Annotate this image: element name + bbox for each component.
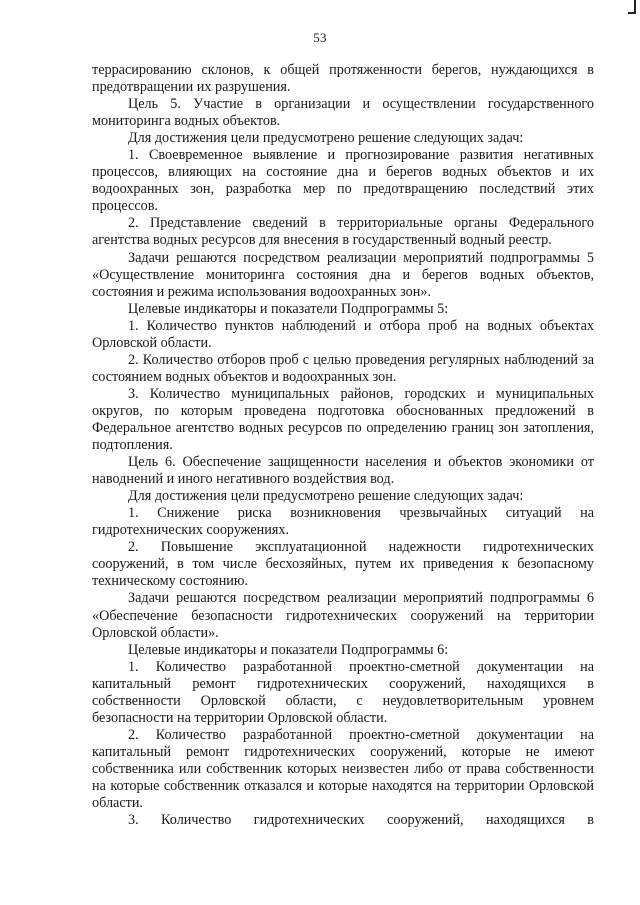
- paragraph: Целевые индикаторы и показатели Подпрограммы 5:: [128, 300, 449, 317]
- paragraph: 1. Своевременное выявление и прогнозирование развития негативных процессов, влияющих на состояние дна и берегов водных объектов и их водоохранных зон, разработка мер по предотвращению последствий этих процессов.: [92, 147, 594, 215]
- paragraph: Целевые индикаторы и показатели Подпрограммы 6:: [128, 641, 449, 658]
- paragraph: 2. Количество отборов проб с целью проведения регулярных наблюдений за состоянием водных объектов и водоохранных зон.: [92, 351, 594, 385]
- paragraph: 3. Количество гидротехнических сооружений, находящихся в: [128, 812, 594, 829]
- paragraph: Цель 5. Участие в организации и осуществлении государственного мониторинга водных объектов.: [92, 96, 594, 130]
- paragraph: 2. Количество разработанной проектно-сметной документации на капитальный ремонт гидротехнических сооружений, которые не имеют собственника или собственник которых неизвестен либо от права собственности на которые собственник отказался и которые находятся на территории Орловской области.: [92, 726, 594, 812]
- paragraph: 3. Количество муниципальных районов, городских и муниципальных округов, по которым проведена подготовка обоснованных предложений в Федеральное агентство водных ресурсов по определению границ зон затопления, подтопления.: [92, 385, 594, 454]
- scan-corner-mark: [628, 0, 636, 14]
- paragraph: Для достижения цели предусмотрено решение следующих задач:: [128, 488, 524, 505]
- paragraph: 1. Количество разработанной проектно-сметной документации на капитальный ремонт гидротехнических сооружений, находящихся в собственности Орловской области, с неудовлетворительным уровнем безопасности на территории Орловской области.: [92, 658, 594, 726]
- paragraph: Для достижения цели предусмотрено решение следующих задач:: [128, 130, 524, 147]
- page-number: 53: [313, 30, 327, 45]
- paragraph: Цель 6. Обеспечение защищенности населения и объектов экономики от наводнений и иного негативного воздействия вод.: [92, 454, 594, 488]
- paragraph: террасированию склонов, к общей протяженности берегов, нуждающихся в предотвращении их разрушения.: [92, 62, 594, 96]
- body-text: [92, 62, 594, 829]
- paragraph: 1. Снижение риска возникновения чрезвычайных ситуаций на гидротехнических сооружениях.: [92, 505, 594, 539]
- paragraph: 2. Представление сведений в территориальные органы Федерального агентства водных ресурсов для внесения в государственный водный реестр.: [92, 215, 594, 249]
- paragraph: 2. Повышение эксплуатационной надежности гидротехнических сооружений, в том числе бесхозяйных, путем их приведения к безопасному техническому состоянию.: [92, 539, 594, 590]
- paragraph: Задачи решаются посредством реализации мероприятий подпрограммы 5 «Осуществление мониторинга состояния дна и берегов водных объектов, состояния и режима использования водоохранных зон».: [92, 249, 594, 300]
- paragraph: Задачи решаются посредством реализации мероприятий подпрограммы 6 «Обеспечение безопасности гидротехнических сооружений на территории Орловской области».: [92, 590, 594, 641]
- paragraph: 1. Количество пунктов наблюдений и отбора проб на водных объектах Орловской области.: [92, 317, 594, 351]
